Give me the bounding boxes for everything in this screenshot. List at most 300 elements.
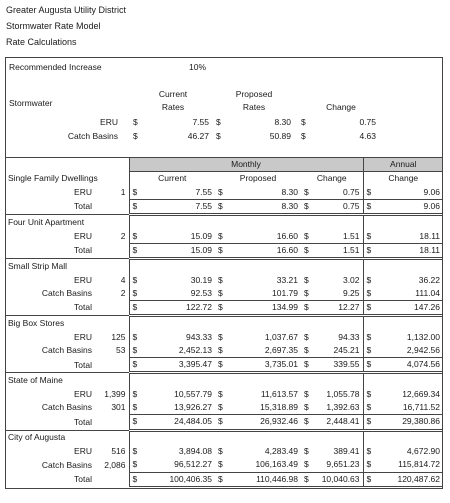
annual-change-value: 36.22 (418, 274, 441, 285)
current-rate (129, 229, 215, 243)
annual-change-value: 12,669.34 (402, 388, 441, 399)
currency-sign: $ (366, 359, 372, 370)
rate-table (5, 157, 443, 489)
currency-sign: $ (366, 416, 372, 427)
empty-cell (363, 215, 443, 230)
table-row (5, 186, 443, 200)
empty-cell (363, 430, 443, 445)
currency-sign: $ (218, 388, 223, 399)
table-row (5, 388, 443, 401)
group-title-row (5, 259, 443, 274)
total-current-value: 7.55 (195, 201, 212, 212)
total-label: Total (74, 302, 92, 313)
annual-change (363, 388, 443, 401)
model-title: Stormwater Rate Model (6, 21, 101, 31)
monthly-change (301, 331, 363, 344)
current-rate (129, 331, 215, 344)
empty-cell (215, 259, 301, 274)
currency-sign: $ (132, 345, 138, 355)
proposed-rate (215, 445, 301, 458)
current-rate (129, 273, 215, 286)
current-rate (129, 186, 215, 200)
district-name: Greater Augusta Utility District (6, 5, 127, 15)
increase-value: 10% (189, 62, 207, 72)
currency-sign: $ (218, 302, 223, 313)
annual-change (363, 186, 443, 200)
total-label: Total (74, 474, 92, 485)
annual-change-value: 18.11 (419, 230, 441, 241)
currency-sign: $ (366, 388, 372, 399)
proposed-rate-value: 2,697.35 (264, 345, 298, 355)
current-rate-value: 96,512.27 (174, 459, 212, 470)
total-proposed-value: 3,735.01 (264, 359, 298, 370)
monthly-change (301, 229, 363, 243)
row-label: ERU (74, 186, 92, 197)
summary-change-value: 0.75 (359, 117, 376, 127)
current-col-header: Current (158, 173, 187, 184)
table-row (5, 445, 443, 458)
monthly-change-value: 1.51 (342, 230, 360, 241)
empty-cell (215, 430, 301, 445)
empty-cell (95, 472, 129, 487)
total-row (5, 199, 443, 214)
currency-sign: $ (132, 473, 138, 484)
annual-header: Annual (363, 158, 443, 172)
total-current (129, 358, 215, 373)
currency-sign: $ (132, 302, 138, 313)
table-row (5, 458, 443, 472)
total-row (5, 300, 443, 315)
row-quantity: 1 (95, 186, 129, 200)
empty-cell (363, 316, 443, 331)
currency-sign: $ (366, 201, 372, 212)
total-current (129, 300, 215, 315)
rate-table-body (5, 158, 443, 488)
empty-cell (95, 243, 129, 258)
total-annual-value: 147.26 (414, 302, 441, 313)
monthly-change-value: 389.41 (333, 446, 360, 457)
annual-change-value: 115,814.72 (398, 459, 441, 470)
currency-sign: $ (366, 402, 372, 413)
empty-cell (301, 316, 363, 331)
currency-sign: $ (132, 388, 138, 399)
proposed-rate (215, 287, 301, 301)
currency-sign: $ (132, 244, 138, 255)
row-label: ERU (74, 274, 92, 285)
row-label: ERU (74, 446, 92, 457)
empty-cell (95, 358, 129, 373)
currency-sign: $ (304, 201, 309, 212)
total-label: Total (74, 201, 92, 212)
row-label: Catch Basins (41, 459, 92, 470)
total-change-value: 1.51 (342, 244, 360, 255)
currency-sign: $ (304, 416, 309, 427)
row-label: Catch Basins (41, 345, 92, 356)
group-name-cell: Single Family Dwellings (5, 172, 129, 186)
total-proposed-value: 8.30 (281, 201, 298, 212)
empty-cell (95, 300, 129, 315)
currency-sign: $ (132, 287, 138, 298)
total-row (5, 472, 443, 487)
monthly-change-value: 3.02 (342, 274, 360, 285)
total-change (301, 243, 363, 258)
total-change (301, 300, 363, 315)
total-change-value: 10,040.63 (321, 473, 360, 484)
current-rate-value: 10,557.79 (174, 388, 212, 399)
currency-sign: $ (366, 287, 372, 298)
proposed-rate (215, 388, 301, 401)
total-current-value: 24,484.05 (174, 416, 212, 427)
monthly-change (301, 388, 363, 401)
total-label: Total (74, 245, 92, 256)
empty-cell (129, 430, 215, 445)
proposed-rate (215, 331, 301, 344)
empty-cell (129, 259, 215, 274)
total-change-value: 339.55 (333, 359, 360, 370)
current-rate (129, 458, 215, 472)
current-rate (129, 344, 215, 358)
total-change-value: 12.27 (338, 302, 360, 313)
proposed-rate (215, 229, 301, 243)
currency-sign: $ (218, 186, 223, 197)
currency-sign: $ (218, 459, 223, 470)
currency-sign: $ (304, 345, 309, 355)
currency-sign: $ (133, 117, 138, 127)
currency-sign: $ (366, 459, 372, 470)
currency-sign: $ (132, 230, 138, 241)
group-name-cell: Four Unit Apartment (5, 215, 129, 230)
proposed-rate (215, 344, 301, 358)
proposed-rate-value: 1,037.67 (264, 331, 298, 342)
total-current-value: 3,395.47 (178, 359, 212, 370)
currency-sign: $ (218, 473, 223, 484)
total-proposed (215, 243, 301, 258)
monthly-change (301, 344, 363, 358)
currency-sign: $ (132, 416, 138, 427)
column-band-row (5, 158, 443, 172)
current-rate-value: 30.19 (190, 274, 212, 285)
currency-sign: $ (304, 331, 309, 342)
total-proposed-value: 110,446.98 (256, 473, 298, 484)
current-rate-value: 92.53 (190, 287, 212, 298)
annual-change (363, 401, 443, 415)
currency-sign: $ (218, 416, 223, 427)
row-quantity: 301 (95, 401, 129, 415)
total-row (5, 243, 443, 258)
empty-cell (215, 373, 301, 388)
group-title-row (5, 373, 443, 388)
summary-current-value: 46.27 (187, 131, 209, 141)
currency-sign: $ (218, 402, 223, 413)
empty-cell (95, 415, 129, 430)
total-proposed (215, 472, 301, 487)
empty-cell (129, 373, 215, 388)
currency-sign: $ (366, 345, 372, 355)
currency-sign: $ (301, 131, 306, 141)
row-label: Catch Basins (41, 288, 92, 299)
currency-sign: $ (132, 186, 138, 197)
currency-sign: $ (132, 459, 138, 470)
table-row (5, 401, 443, 415)
empty-cell (215, 215, 301, 230)
proposed-rate (215, 186, 301, 200)
row-quantity: 53 (95, 344, 129, 358)
empty-cell (129, 215, 215, 230)
currency-sign: $ (218, 274, 223, 285)
empty-cell (301, 430, 363, 445)
currency-sign: $ (216, 117, 221, 127)
summary-proposed-value: 8.30 (274, 117, 291, 127)
proposed-rate-value: 33.21 (276, 274, 298, 285)
column-header-row (5, 172, 443, 186)
total-proposed-value: 134.99 (272, 302, 298, 313)
total-change-value: 0.75 (342, 201, 360, 212)
table-row (5, 287, 443, 301)
empty-cell (301, 215, 363, 230)
group-name-cell: State of Maine (5, 373, 129, 388)
proposed-rate-value: 106,163.49 (255, 459, 298, 470)
total-current (129, 199, 215, 214)
row-label: ERU (74, 331, 92, 342)
total-proposed (215, 358, 301, 373)
monthly-change-value: 1,055.78 (326, 388, 360, 399)
currency-sign: $ (366, 274, 372, 285)
total-annual (363, 243, 443, 258)
change-col-header: Change (301, 172, 363, 186)
current-rate (129, 401, 215, 415)
current-rate-value: 13,926.27 (174, 402, 212, 413)
total-change (301, 358, 363, 373)
proposed-header-2: Rates (242, 102, 266, 112)
currency-sign: $ (304, 459, 309, 470)
empty-cell (215, 316, 301, 331)
total-annual-value: 4,074.56 (406, 359, 441, 370)
total-row (5, 358, 443, 373)
currency-sign: $ (132, 359, 138, 370)
currency-sign: $ (366, 186, 372, 197)
group-title-row (5, 316, 443, 331)
group-name-cell: City of Augusta (5, 430, 129, 445)
band-spacer (5, 158, 129, 172)
row-quantity: 2 (95, 287, 129, 301)
monthly-change-value: 1,392.63 (326, 402, 360, 413)
monthly-change (301, 401, 363, 415)
annual-change-value: 2,942.56 (406, 345, 441, 355)
stormwater-label: Stormwater (9, 98, 53, 108)
row-quantity: 2 (95, 229, 129, 243)
monthly-change-value: 0.75 (342, 186, 360, 197)
group-name-cell: Big Box Stores (5, 316, 129, 331)
monthly-change-value: 245.21 (333, 345, 360, 355)
annual-change (363, 273, 443, 286)
currency-sign: $ (218, 230, 223, 241)
currency-sign: $ (304, 287, 309, 298)
annual-change (363, 445, 443, 458)
currency-sign: $ (218, 345, 223, 355)
row-quantity: 2,086 (95, 458, 129, 472)
group-title-row (5, 430, 443, 445)
monthly-change-value: 9.25 (342, 287, 360, 298)
currency-sign: $ (132, 274, 138, 285)
currency-sign: $ (366, 230, 372, 241)
currency-sign: $ (304, 388, 309, 399)
group-title-row (5, 215, 443, 230)
currency-sign: $ (218, 244, 223, 255)
annual-change-value: 9.06 (423, 186, 441, 197)
annual-change-value: 1,132.00 (406, 331, 441, 342)
currency-sign: $ (132, 402, 138, 413)
current-rate (129, 287, 215, 301)
proposed-header-1: Proposed (235, 89, 273, 99)
proposed-col-header: Proposed (239, 173, 277, 184)
annual-change (363, 331, 443, 344)
table-row (5, 344, 443, 358)
annual-change (363, 344, 443, 358)
total-change (301, 415, 363, 430)
annual-change-value: 111.04 (415, 287, 441, 298)
annual-change-value: 4,672.90 (406, 446, 441, 457)
change-header: Change (326, 102, 356, 112)
total-proposed-value: 16.60 (276, 244, 298, 255)
total-label: Total (74, 416, 92, 427)
currency-sign: $ (366, 331, 372, 342)
total-annual (363, 199, 443, 214)
row-quantity: 516 (95, 445, 129, 458)
proposed-rate-value: 16.60 (276, 230, 298, 241)
currency-sign: $ (304, 244, 309, 255)
total-annual (363, 415, 443, 430)
currency-sign: $ (218, 287, 223, 298)
empty-cell (301, 259, 363, 274)
total-current-value: 122.72 (186, 302, 212, 313)
currency-sign: $ (218, 446, 223, 457)
annual-change (363, 229, 443, 243)
proposed-rate-value: 101.79 (272, 287, 298, 298)
total-annual (363, 358, 443, 373)
currency-sign: $ (366, 473, 372, 484)
empty-cell (129, 316, 215, 331)
row-quantity: 1,399 (95, 388, 129, 401)
current-header-1: Current (158, 89, 188, 99)
proposed-rate-value: 11,613.57 (260, 388, 298, 399)
total-proposed (215, 199, 301, 214)
row-label: Catch Basins (41, 402, 92, 413)
currency-sign: $ (301, 117, 306, 127)
empty-cell (301, 373, 363, 388)
proposed-rate-value: 8.30 (281, 186, 298, 197)
currency-sign: $ (218, 331, 223, 342)
table-row (5, 331, 443, 344)
proposed-rate (215, 458, 301, 472)
currency-sign: $ (304, 359, 309, 370)
current-rate (129, 445, 215, 458)
total-annual (363, 472, 443, 487)
row-quantity: 125 (95, 331, 129, 344)
total-change (301, 472, 363, 487)
summary-current-value: 7.55 (192, 117, 209, 127)
total-current-value: 15.09 (190, 244, 212, 255)
currency-sign: $ (366, 446, 372, 457)
currency-sign: $ (366, 244, 372, 255)
currency-sign: $ (132, 446, 138, 457)
monthly-change (301, 273, 363, 286)
row-label: ERU (74, 388, 92, 399)
currency-sign: $ (216, 131, 221, 141)
monthly-change (301, 445, 363, 458)
current-rate-value: 3,894.08 (178, 446, 212, 457)
total-annual-value: 29,380.86 (402, 416, 441, 427)
annual-change (363, 287, 443, 301)
summary-row-label: ERU (100, 117, 118, 127)
monthly-change-value: 94.33 (338, 331, 360, 342)
total-proposed (215, 300, 301, 315)
total-current (129, 472, 215, 487)
currency-sign: $ (304, 274, 309, 285)
monthly-change (301, 287, 363, 301)
total-proposed (215, 415, 301, 430)
monthly-change (301, 458, 363, 472)
current-rate-value: 943.33 (186, 331, 212, 342)
annual-change-col-header: Change (388, 173, 419, 184)
summary-row-label: Catch Basins (67, 131, 118, 141)
currency-sign: $ (132, 331, 138, 342)
current-rate-value: 15.09 (190, 230, 212, 241)
annual-change (363, 458, 443, 472)
currency-sign: $ (304, 302, 309, 313)
increase-label: Recommended Increase (9, 62, 102, 72)
currency-sign: $ (304, 230, 309, 241)
total-row (5, 415, 443, 430)
proposed-rate (215, 273, 301, 286)
total-annual (363, 300, 443, 315)
page-title: Rate Calculations (6, 37, 77, 47)
summary-change-value: 4.63 (359, 131, 376, 141)
total-current (129, 415, 215, 430)
monthly-change-value: 9,651.23 (326, 459, 360, 470)
annual-change-value: 16,711.52 (402, 402, 441, 413)
proposed-rate (215, 401, 301, 415)
table-row (5, 229, 443, 243)
currency-sign: $ (218, 359, 223, 370)
total-annual-value: 18.11 (419, 244, 441, 255)
total-annual-value: 120,487.62 (397, 473, 441, 484)
current-rate-value: 7.55 (195, 186, 212, 197)
proposed-rate-value: 15,318.89 (260, 402, 298, 413)
currency-sign: $ (218, 201, 223, 212)
currency-sign: $ (304, 186, 309, 197)
current-rate-value: 2,452.13 (178, 345, 212, 355)
currency-sign: $ (133, 131, 138, 141)
monthly-header: Monthly (129, 158, 363, 172)
group-name-cell: Small Strip Mall (5, 259, 129, 274)
total-current-value: 100,406.35 (169, 473, 212, 484)
row-label: ERU (74, 230, 92, 241)
currency-sign: $ (132, 201, 138, 212)
total-annual-value: 9.06 (423, 201, 441, 212)
currency-sign: $ (304, 446, 309, 457)
total-current (129, 243, 215, 258)
table-row (5, 273, 443, 286)
summary-proposed-value: 50.89 (269, 131, 291, 141)
total-change (301, 199, 363, 214)
proposed-rate-value: 4,283.49 (264, 446, 298, 457)
empty-cell (363, 373, 443, 388)
summary-box (5, 57, 443, 158)
total-proposed-value: 26,932.46 (260, 416, 298, 427)
monthly-change (301, 186, 363, 200)
row-quantity: 4 (95, 273, 129, 286)
total-label: Total (74, 359, 92, 370)
